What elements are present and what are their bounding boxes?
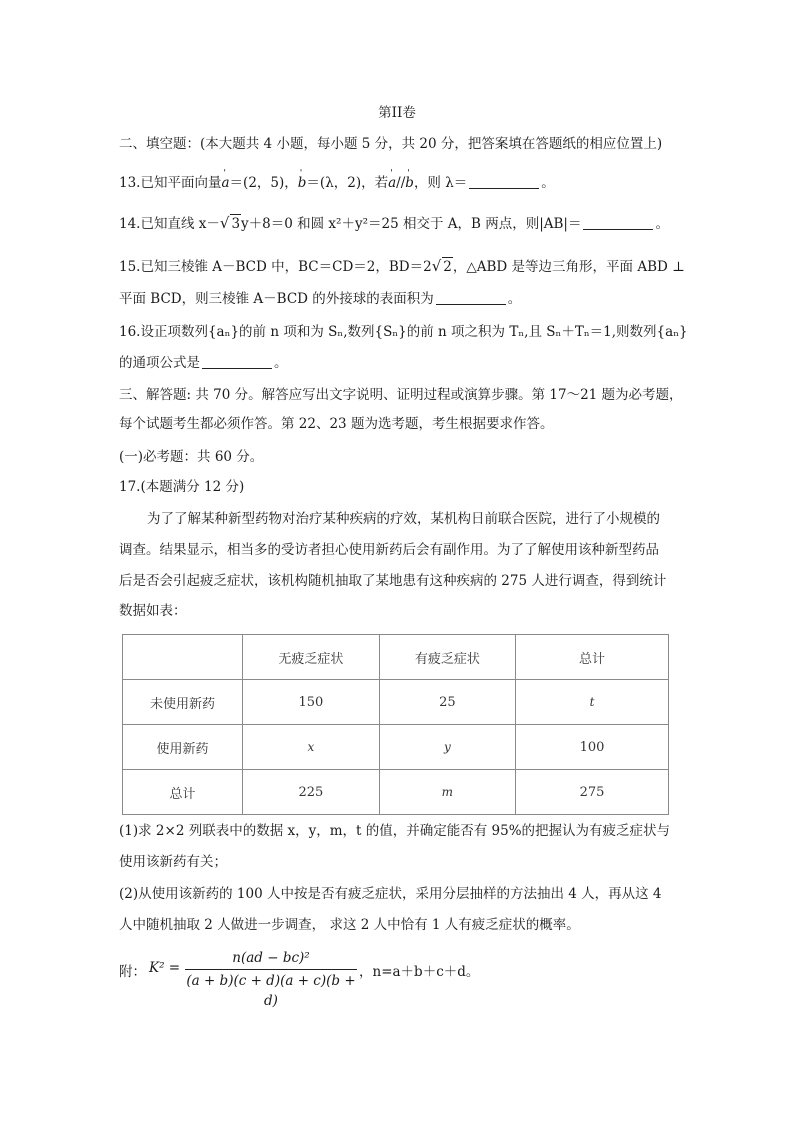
- table-header-row: [123, 635, 669, 680]
- question-13: 13.已知平面向量' a＝(2，5)，' b＝(λ，2)，若' a//' b，则 λ＝ 。: [119, 174, 555, 192]
- table-cell: 未使用新药: [123, 680, 243, 725]
- sqrt-sign: √: [219, 214, 230, 232]
- question-15-line1: 15.已知三棱锥 A－BCD 中，BC＝CD＝2，BD＝2√ 2，△ABD 是等边三角形，平面 ABD ⊥: [119, 257, 685, 275]
- sqrt-sign: √: [431, 257, 442, 275]
- table-cell: 使用新药: [123, 725, 243, 770]
- q17-para-line4: 数据如表：: [119, 603, 187, 619]
- formula-denominator: (a + b)(c + d)(a + c)(b + d): [186, 973, 356, 1009]
- sub-question-2-line2: 人中随机抽取 2 人做进一步调查， 求这 2 人中恰有 1 人有疲乏症状的概率。: [119, 917, 580, 933]
- table-cell: y: [379, 725, 516, 770]
- table-header-cell: 有疲乏症状: [379, 635, 516, 680]
- table-header-cell: [123, 635, 243, 680]
- question-17-title: 17.(本题满分 12 分): [119, 479, 245, 495]
- question-15-line2: 平面 BCD，则三棱锥 A－BCD 的外接球的表面积为 。: [119, 291, 522, 307]
- table-header-cell: 总计: [516, 635, 669, 680]
- question-16-line1: 16.设正项数列{aₙ}的前 n 项和为 Sₙ,数列{Sₙ}的前 n 项之积为 Tₙ,且 Sₙ＋Tₙ＝1,则数列{aₙ}: [119, 324, 688, 340]
- table-cell: t: [516, 680, 669, 725]
- table-cell: x: [243, 725, 380, 770]
- answer-heading-line2: 每个试题考生都必须作答。第 22、23 题为选考题，考生根据要求作答。: [119, 416, 554, 432]
- fill-in-heading: 二、填空题：(本大题共 4 小题，每小题 5 分，共 20 分，把答案填在答题纸的相应位置上): [119, 136, 663, 152]
- table-header-cell: 无疲乏症状: [243, 635, 380, 680]
- section-title: 第II卷: [378, 105, 416, 121]
- table-cell: m: [379, 770, 516, 815]
- fraction-bar: [185, 969, 357, 970]
- table-row: [123, 770, 669, 815]
- question-16-line2: 的通项公式是 。: [119, 355, 288, 371]
- contingency-table: [122, 634, 669, 815]
- formula-numerator: n(ad − bc)²: [232, 950, 310, 966]
- table-cell: 225: [243, 770, 380, 815]
- question-14: 14.已知直线 x－√ 3y＋8＝0 和圆 x²＋y²＝25 相交于 A，B 两点，则|AB|＝ 。: [119, 214, 669, 232]
- formula-fraction: [185, 948, 357, 1009]
- answer-blank: [202, 354, 272, 369]
- appendix-label: 附：: [119, 964, 146, 980]
- table-cell: 25: [379, 680, 516, 725]
- sub-question-2-line1: (2)从使用该新药的 100 人中按是否有疲乏症状，采用分层抽样的方法抽出 4 人，再从这 4: [119, 886, 662, 902]
- formula-lhs: K² =: [149, 960, 181, 976]
- answer-blank: [469, 174, 539, 189]
- q17-para-line1: 为了了解某种新型药物对治疗某种疾病的疗效，某机构日前联合医院，进行了小规模的: [147, 511, 660, 527]
- table-row: [123, 725, 669, 770]
- table-row: [123, 680, 669, 725]
- vector-a: ' a: [221, 174, 229, 192]
- answer-heading-line1: 三、解答题: 共 70 分。解答应写出文字说明、证明过程或演算步骤。第 17～21 题为必考题，: [119, 387, 683, 403]
- sub-question-1-line1: (1)求 2×2 列联表中的数据 x，y，m，t 的值，并确定能否有 95%的把握认为有疲乏症状与: [119, 823, 671, 839]
- q17-para-line2: 调查。结果显示，相当多的受访者担心使用新药后会有副作用。为了了解使用该种新型药品: [119, 542, 659, 558]
- formula-suffix: ，n=a＋b＋c＋d。: [359, 964, 480, 980]
- answer-blank: [436, 290, 506, 305]
- answer-blank: [583, 215, 653, 230]
- q17-para-line3: 后是否会引起疲乏症状，该机构随机抽取了某地患有这种疾病的 275 人进行调查，得到统计: [119, 573, 667, 589]
- table-cell: 总计: [123, 770, 243, 815]
- table-cell: 150: [243, 680, 380, 725]
- required-heading: (一)必考题：共 60 分。: [119, 449, 264, 465]
- sub-question-1-line2: 使用该新药有关；: [119, 854, 227, 870]
- table-cell: 100: [516, 725, 669, 770]
- vector-b: ' b: [298, 174, 307, 192]
- table-cell: 275: [516, 770, 669, 815]
